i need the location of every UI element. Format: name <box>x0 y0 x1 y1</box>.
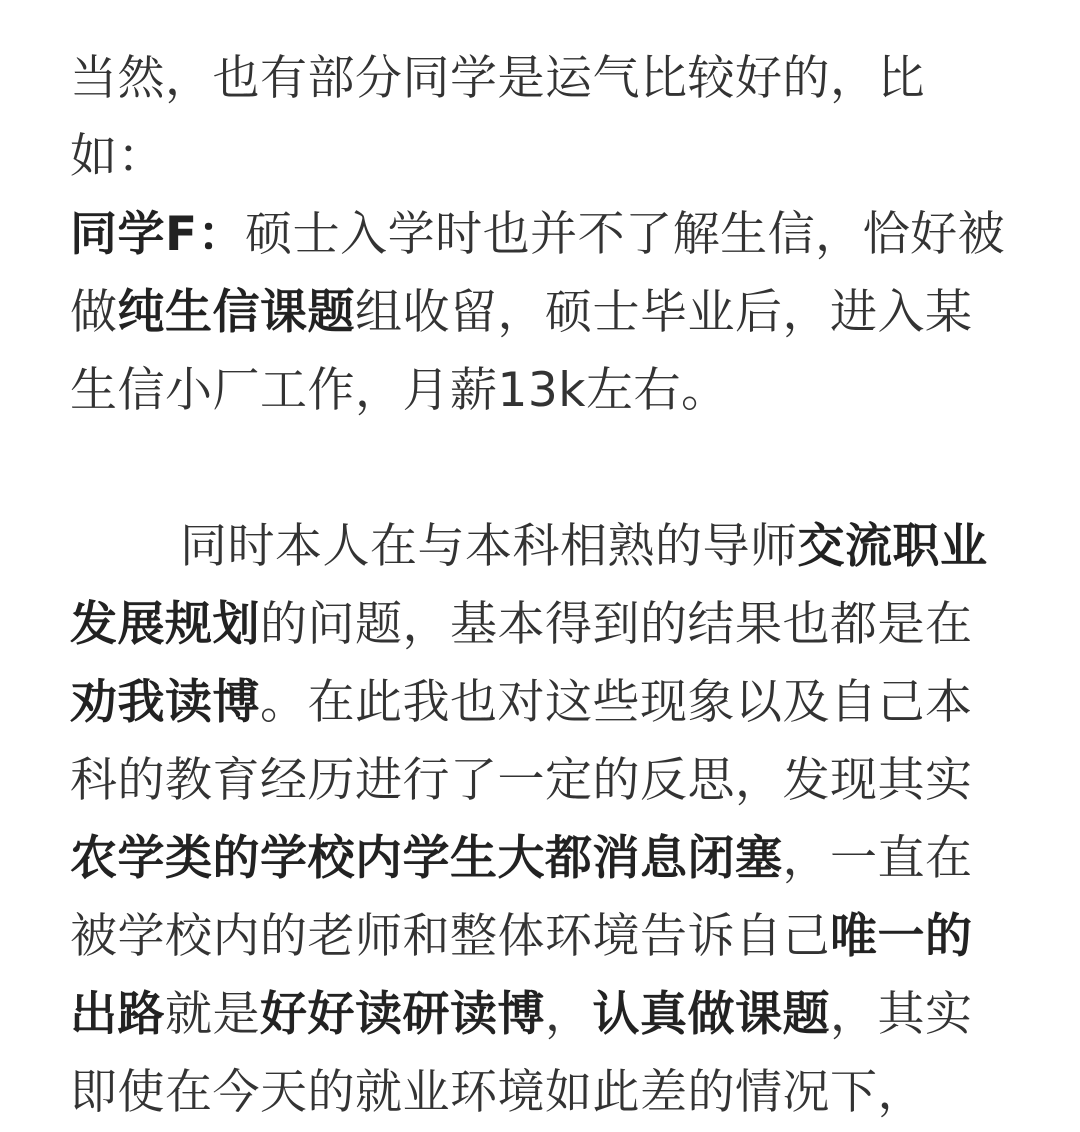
text-span: 当然，也有部分同学是运气比较好的，比如： <box>70 51 925 184</box>
bold-phrase: 认真做课题 <box>592 987 830 1042</box>
text-span: 同时本人在与本科相熟的导师 <box>180 519 798 574</box>
bold-phrase: 纯生信课题 <box>117 285 355 340</box>
student-label: 同学F： <box>70 207 246 262</box>
text-span: 。在此我也对这些现象以及自己本科的教育经历进行了一定的反思，发现其实 <box>70 675 973 808</box>
text-span: 就是 <box>165 987 260 1042</box>
paragraph-student-f <box>70 196 1010 430</box>
article-body <box>70 40 1010 1132</box>
text-span: 组收留，硕士毕业后，进入某生信小厂工作，月薪13k左右。 <box>70 285 973 418</box>
bold-phrase: 农学类的学校内学生大都消息闭塞 <box>70 831 783 886</box>
paragraph-reflection <box>70 508 1010 1132</box>
bold-phrase: 劝我读博 <box>70 675 260 730</box>
paragraph-intro <box>70 40 1010 196</box>
bold-phrase: 交流职业发展规划 <box>70 519 988 652</box>
text-span: 的问题，基本得到的结果也都是在 <box>260 597 973 652</box>
text-span: ， <box>545 987 593 1042</box>
text-span: ，其实即使在今天的就业环境如此差的情况下， <box>70 987 973 1120</box>
paragraph-gap <box>70 430 1010 508</box>
bold-phrase: 唯一的出路 <box>70 909 973 1042</box>
text-span: 硕士入学时也并不了解生信，恰好被做 <box>70 207 1006 340</box>
bold-phrase: 好好读研读博 <box>260 987 545 1042</box>
text-span: ，一直在被学校内的老师和整体环境告诉自己 <box>70 831 973 964</box>
